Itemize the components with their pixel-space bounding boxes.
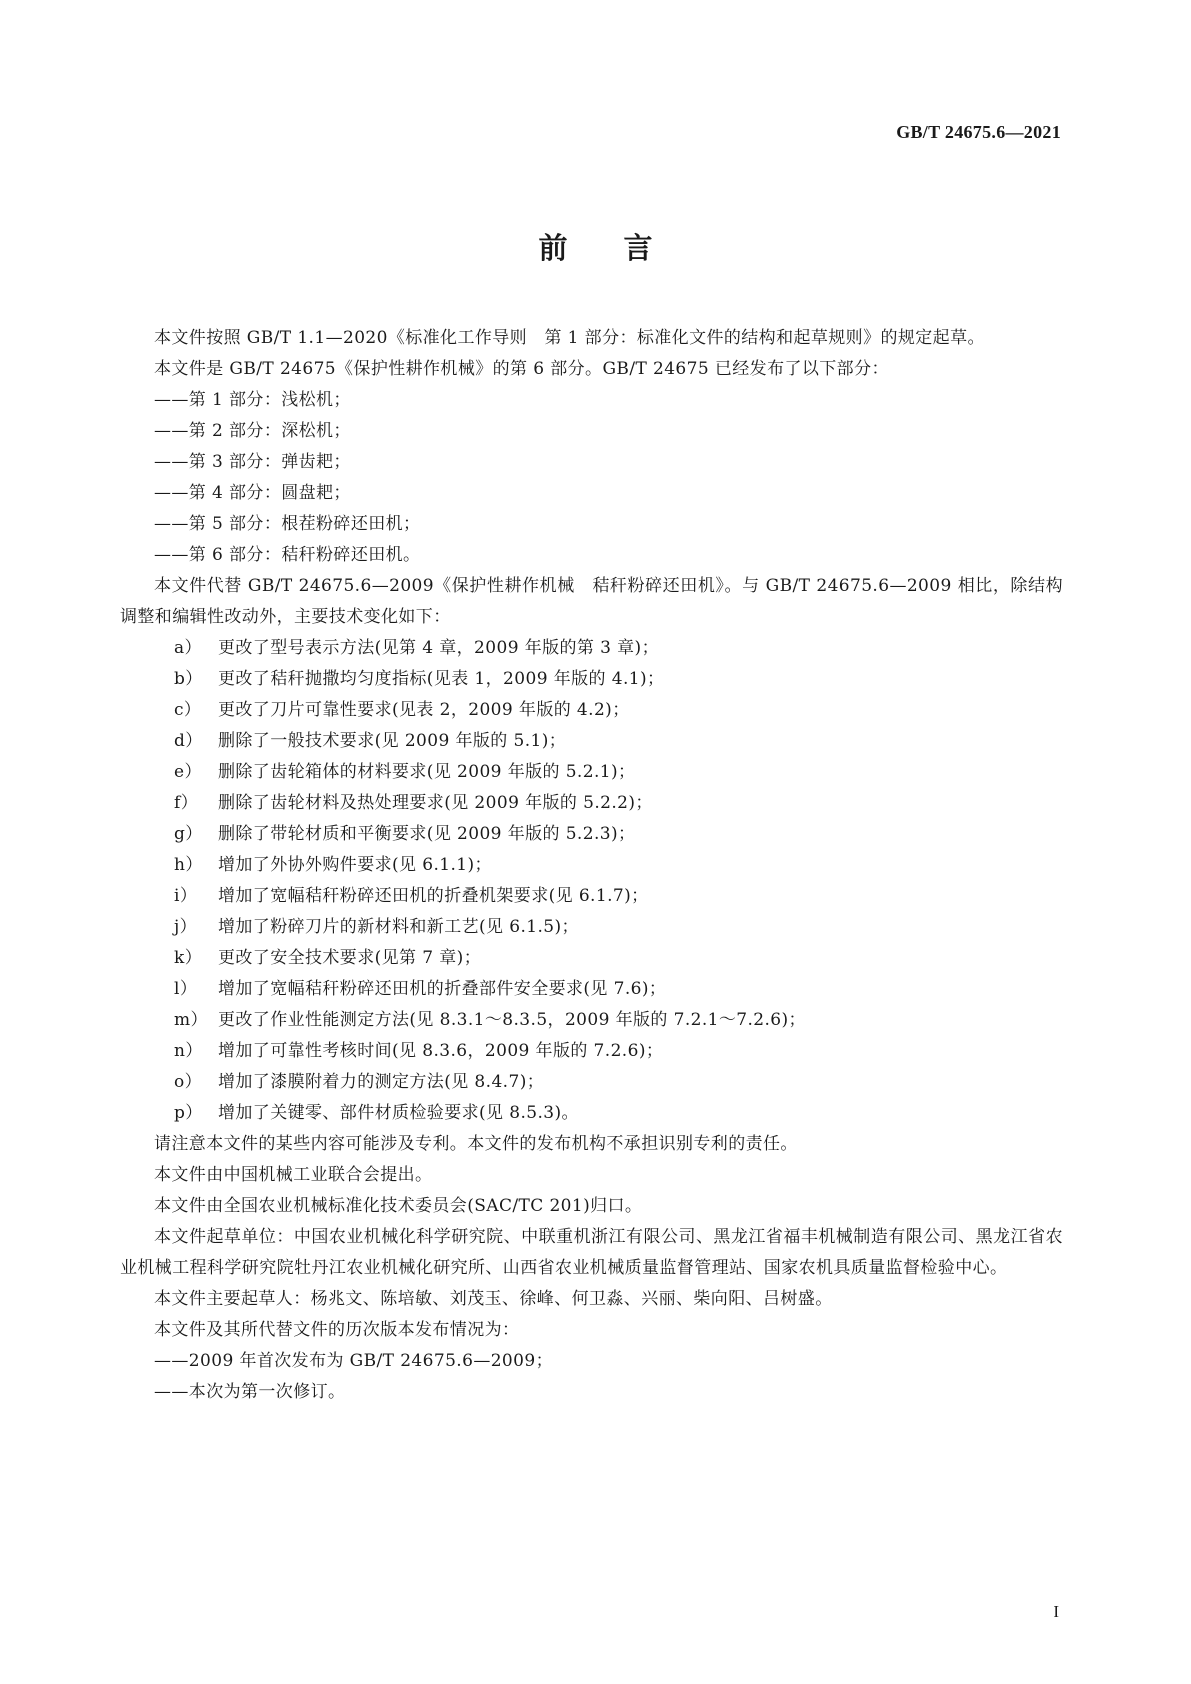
list-marker: h） (174, 855, 203, 875)
list-item-text: 增加了可靠性考核时间(见 8.3.6，2009 年版的 7.2.6)； (218, 1041, 664, 1061)
list-item (120, 819, 1063, 850)
list-item-text: 增加了漆膜附着力的测定方法(见 8.4.7)； (218, 1072, 545, 1092)
list-item (120, 757, 1063, 788)
list-item-text: 增加了宽幅秸秆粉碎还田机的折叠部件安全要求(见 7.6)； (218, 979, 667, 999)
list-marker: b） (174, 669, 203, 689)
list-item-text: 更改了安全技术要求(见第 7 章)； (218, 948, 482, 968)
list-item: ——第 2 部分：深松机； (154, 421, 351, 441)
list-item (120, 1005, 1063, 1036)
list-item-text: 增加了粉碎刀片的新材料和新工艺(见 6.1.5)； (218, 917, 579, 937)
list-marker: e） (174, 762, 202, 782)
list-item (120, 633, 1063, 664)
list-marker: j） (174, 917, 198, 937)
paragraph-drafting-units: 本文件起草单位：中国农业机械化科学研究院、中联重机浙江有限公司、黑龙江省福丰机械制造有限公司、黑龙江省农业机械工程科学研究院牡丹江农业机械化研究所、山西省农业机械质量监督管理站、国家农机具质量监督检验中心。 (120, 1227, 1063, 1278)
list-item-text: 更改了作业性能测定方法(见 8.3.1～8.3.5，2009 年版的 7.2.1～7.2.6)； (218, 1010, 806, 1030)
list-item-text: 增加了外协外购件要求(见 6.1.1)； (218, 855, 492, 875)
list-marker: m） (174, 1010, 208, 1030)
paragraph-drafters: 本文件主要起草人：杨兆文、陈培敏、刘茂玉、徐峰、何卫淼、兴丽、柴向阳、吕树盛。 (154, 1289, 833, 1309)
list-item (120, 1067, 1063, 1098)
paragraph-proposer: 本文件由中国机械工业联合会提出。 (154, 1165, 433, 1185)
paragraph-drafting-basis: 本文件按照 GB/T 1.1—2020《标准化工作导则 第 1 部分：标准化文件的结构和起草规则》的规定起草。 (154, 328, 985, 348)
list-item-text: 删除了齿轮箱体的材料要求(见 2009 年版的 5.2.1)； (218, 762, 636, 782)
changes-list (120, 633, 1063, 1129)
paragraph-series-intro: 本文件是 GB/T 24675《保护性耕作机械》的第 6 部分。GB/T 24675 已经发布了以下部分： (154, 359, 889, 379)
list-item: ——第 3 部分：弹齿耙； (154, 452, 351, 472)
list-item-text: 删除了齿轮材料及热处理要求(见 2009 年版的 5.2.2)； (218, 793, 653, 813)
parts-list (120, 385, 1063, 571)
list-item-text: 更改了秸秆抛撒均匀度指标(见表 1，2009 年版的 4.1)； (218, 669, 665, 689)
list-item: ——2009 年首次发布为 GB/T 24675.6—2009； (154, 1351, 553, 1371)
list-item-text: 更改了型号表示方法(见第 4 章，2009 年版的第 3 章)； (218, 638, 659, 658)
list-item (120, 788, 1063, 819)
list-item (120, 881, 1063, 912)
history-list (120, 1346, 1063, 1408)
list-item-text: 删除了带轮材质和平衡要求(见 2009 年版的 5.2.3)； (218, 824, 636, 844)
list-item-text: 更改了刀片可靠性要求(见表 2，2009 年版的 4.2)； (218, 700, 630, 720)
list-item (120, 1036, 1063, 1067)
list-marker: g） (174, 824, 203, 844)
list-item-text: 增加了宽幅秸秆粉碎还田机的折叠机架要求(见 6.1.7)； (218, 886, 649, 906)
list-item-text: 增加了关键零、部件材质检验要求(见 8.5.3)。 (218, 1103, 579, 1123)
document-body (120, 323, 1063, 1408)
list-item-text: 删除了一般技术要求(见 2009 年版的 5.1)； (218, 731, 567, 751)
list-marker: k） (174, 948, 203, 968)
paragraph-version-history: 本文件及其所代替文件的历次版本发布情况为： (154, 1320, 520, 1340)
list-item: ——第 4 部分：圆盘耙； (154, 483, 351, 503)
paragraph-replacement: 本文件代替 GB/T 24675.6—2009《保护性耕作机械 秸秆粉碎还田机》。与 GB/T 24675.6—2009 相比，除结构调整和编辑性改动外，主要技术变化如下： (120, 576, 1063, 627)
list-item: ——第 1 部分：浅松机； (154, 390, 351, 410)
paragraph-patent-notice: 请注意本文件的某些内容可能涉及专利。本文件的发布机构不承担识别专利的责任。 (154, 1134, 798, 1154)
list-marker: d） (174, 731, 203, 751)
list-marker: o） (174, 1072, 203, 1092)
list-item (120, 943, 1063, 974)
list-item: ——第 5 部分：根茬粉碎还田机； (154, 514, 421, 534)
list-item (120, 664, 1063, 695)
list-marker: n） (174, 1041, 203, 1061)
list-marker: p） (174, 1103, 203, 1123)
list-marker: f） (174, 793, 199, 813)
list-item (120, 1098, 1063, 1129)
page-title: 前言 (538, 231, 709, 265)
list-item: ——本次为第一次修订。 (154, 1382, 346, 1402)
page-number: I (1053, 1602, 1059, 1621)
list-marker: l） (174, 979, 198, 999)
standard-number: GB/T 24675.6—2021 (896, 122, 1061, 142)
list-marker: i） (174, 886, 198, 906)
list-item (120, 695, 1063, 726)
list-item (120, 850, 1063, 881)
list-item (120, 912, 1063, 943)
list-item: ——第 6 部分：秸秆粉碎还田机。 (154, 545, 421, 565)
list-marker: c） (174, 700, 202, 720)
list-marker: a） (174, 638, 202, 658)
paragraph-technical-committee: 本文件由全国农业机械标准化技术委员会(SAC/TC 201)归口。 (154, 1196, 643, 1216)
list-item (120, 974, 1063, 1005)
list-item (120, 726, 1063, 757)
